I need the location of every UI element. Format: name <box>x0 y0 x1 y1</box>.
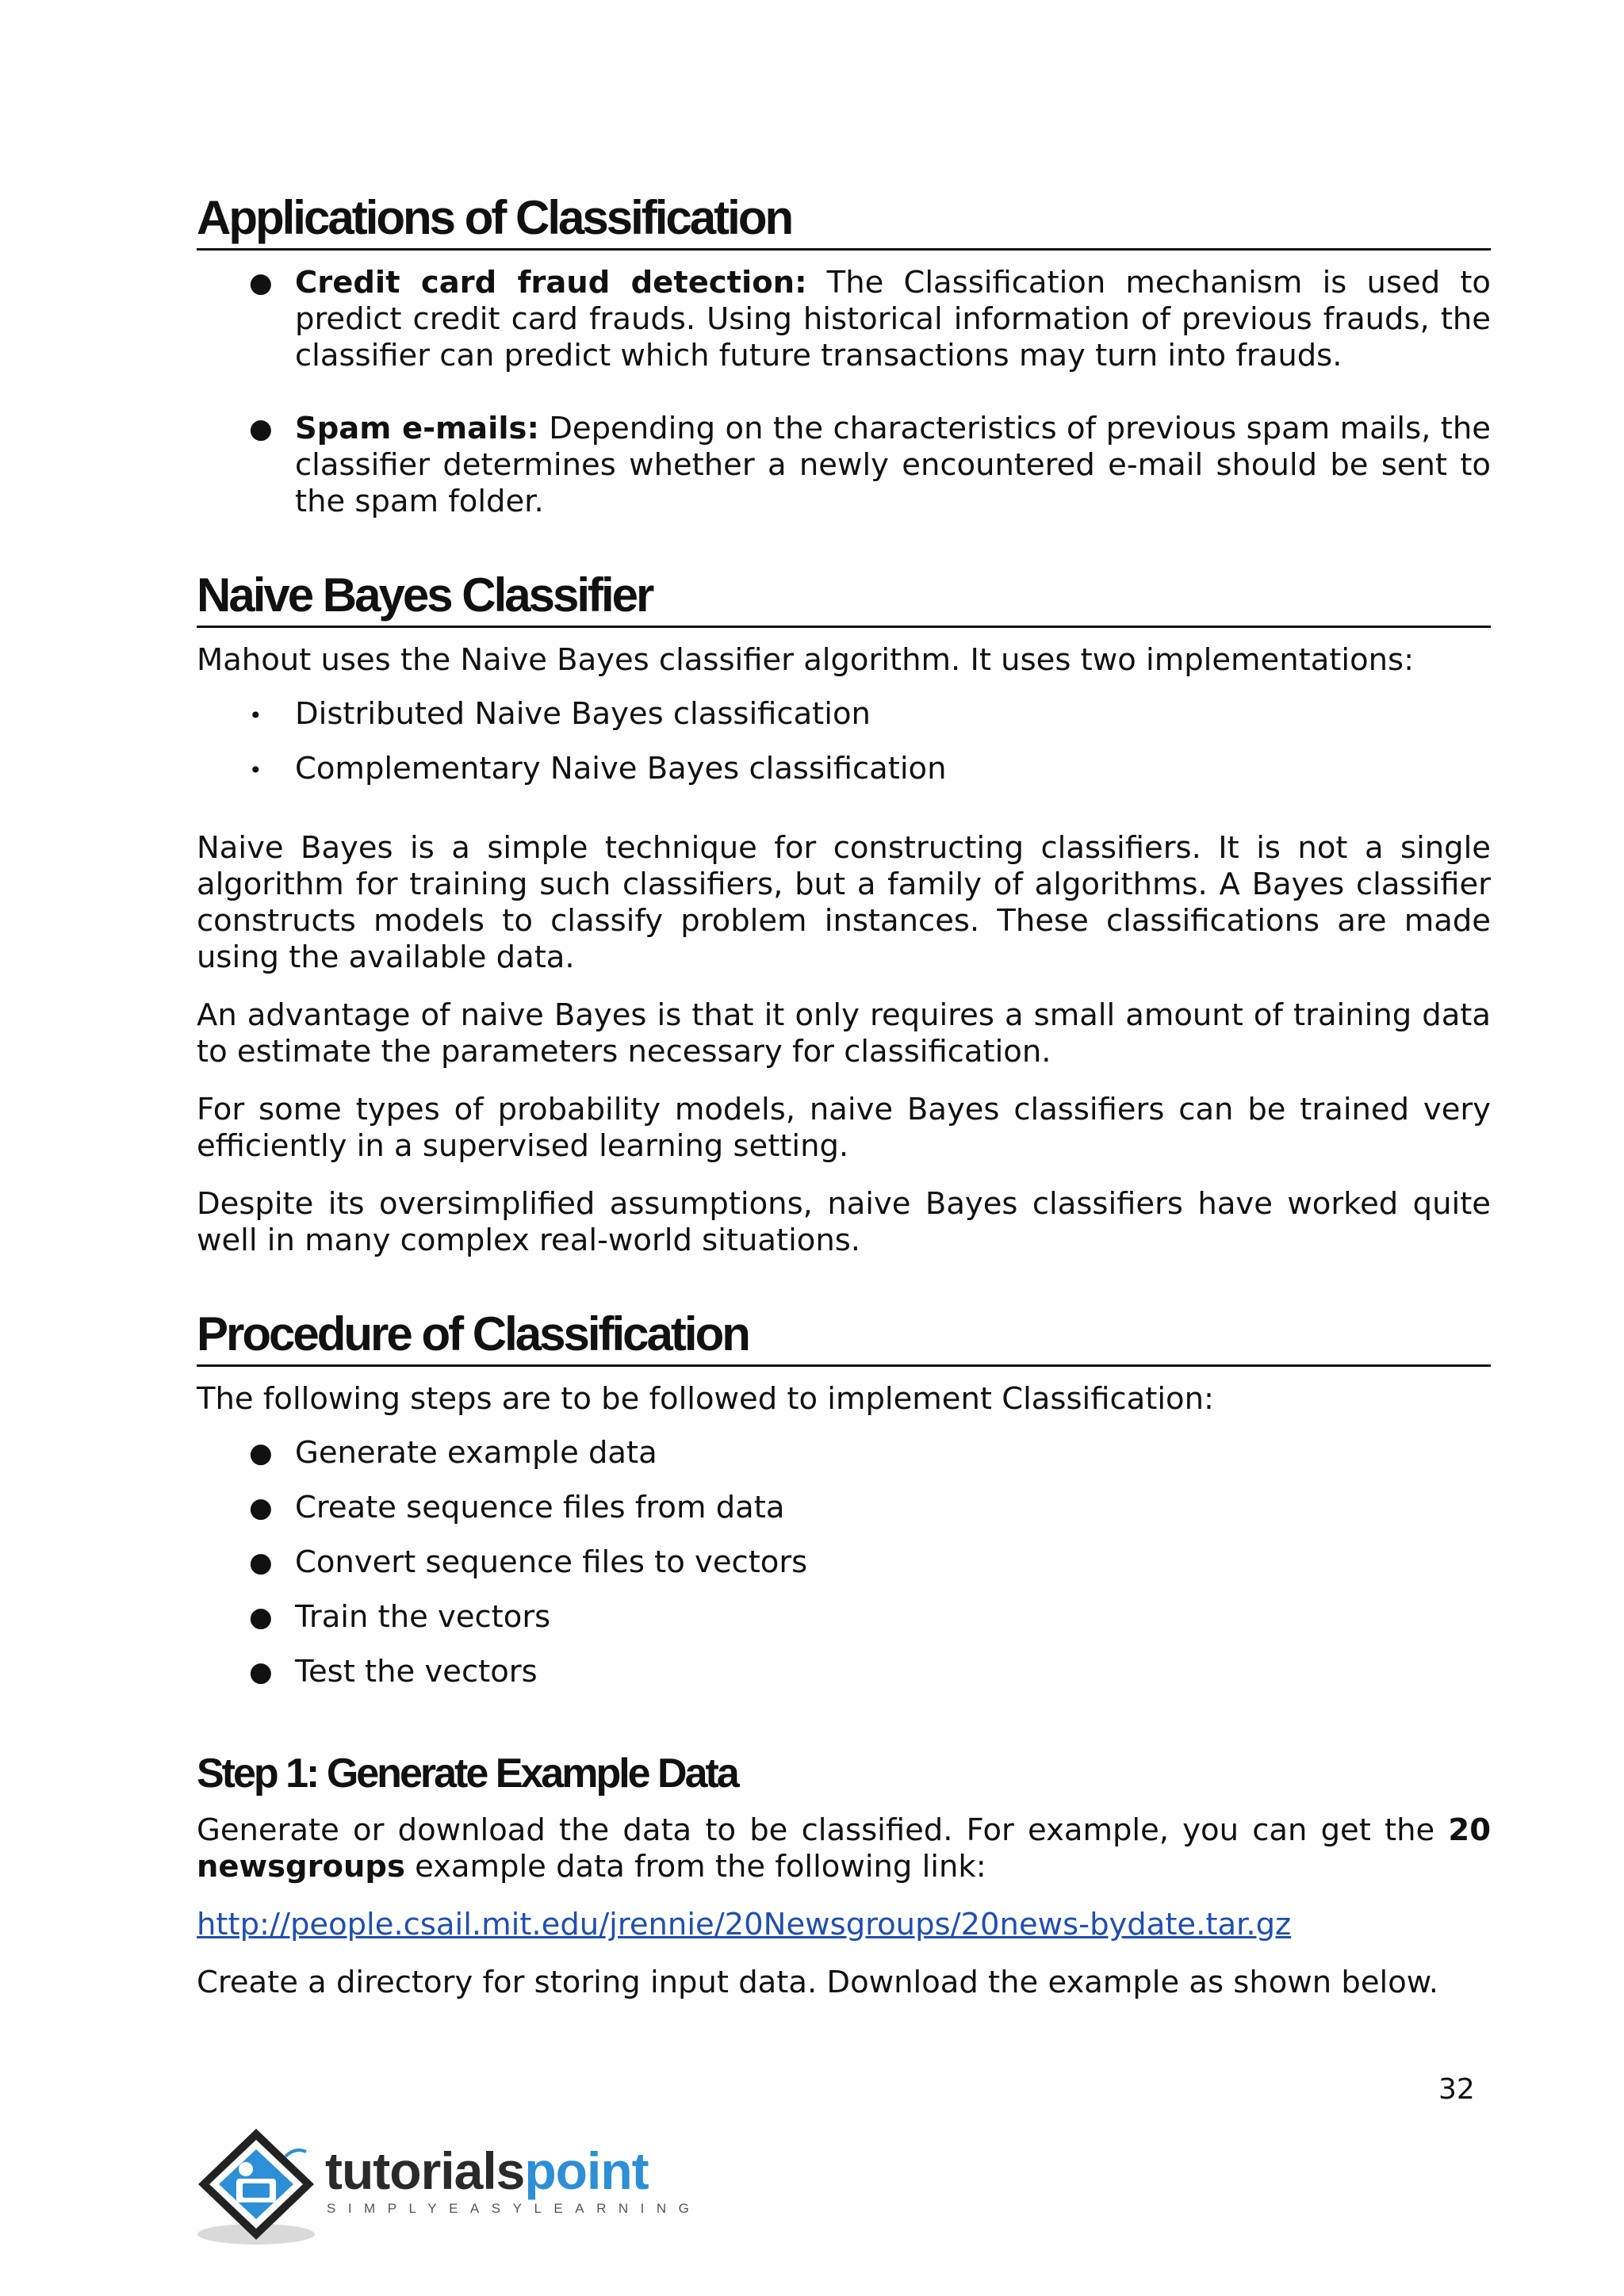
item-text: Generate example data <box>295 1435 657 1471</box>
list-item <box>197 1544 1491 1581</box>
procedure-steps-list <box>197 1435 1491 1690</box>
naive-bayes-paragraph: For some types of probability models, naive Bayes classifiers can be trained very efficiently in a supervised learning setting. <box>197 1092 1491 1164</box>
logo-word-point: point <box>524 2141 649 2200</box>
item-text: Depending on the characteristics of previous spam mails, the classifier determines whether a newly encountered e-mail should be sent to the spam folder. <box>295 411 1491 519</box>
download-link[interactable]: http://people.csail.mit.edu/jrennie/20Newsgroups/20news-bydate.tar.gz <box>197 1906 1292 1942</box>
download-link-line <box>197 1907 1491 1943</box>
logo-word-tutorials: tutorials <box>325 2141 525 2200</box>
list-item <box>197 265 1491 374</box>
page-content <box>197 190 1491 2001</box>
logo-wordmark <box>325 2141 649 2200</box>
heading-procedure: Procedure of Classification <box>197 1307 1491 1367</box>
bullet-icon: ● <box>249 1492 273 1524</box>
applications-list <box>197 265 1491 520</box>
list-item <box>197 1599 1491 1636</box>
bullet-icon: • <box>249 702 262 729</box>
item-text: Convert sequence files to vectors <box>295 1544 808 1580</box>
list-item <box>197 1435 1491 1471</box>
list-item <box>197 696 1491 733</box>
logo-tagline: SIMPLYEASYLEARNING <box>327 2201 702 2216</box>
item-term: Spam e-mails: <box>295 411 539 446</box>
bullet-icon: ● <box>249 1656 273 1688</box>
bullet-icon: ● <box>249 1437 273 1469</box>
item-text: Train the vectors <box>295 1599 551 1635</box>
bullet-icon: ● <box>249 267 273 299</box>
bullet-icon: ● <box>249 1547 273 1578</box>
list-item <box>197 751 1491 787</box>
naive-bayes-paragraph: Despite its oversimplified assumptions, naive Bayes classifiers have worked quite well in many complex real-world situations. <box>197 1186 1491 1258</box>
step-1-closing: Create a directory for storing input data. Download the example as shown below. <box>197 1964 1438 2000</box>
list-item <box>197 1490 1491 1526</box>
list-item <box>197 1654 1491 1690</box>
implementations-list <box>197 696 1491 787</box>
list-item <box>197 411 1491 520</box>
page-number: 32 <box>1438 2073 1475 2106</box>
item-text: Create sequence files from data <box>295 1490 785 1525</box>
step-1-text: Generate or download the data to be classified. For example, you can get the <box>197 1812 1449 1848</box>
item-text: Test the vectors <box>295 1654 538 1689</box>
step-1-text-end: example data from the following link: <box>404 1848 986 1885</box>
item-text: The Classification mechanism is used to predict credit card frauds. Using historical information of previous frauds, the classifier can predict which future transactions may turn into frauds. <box>295 265 1491 373</box>
step-1-bold-text: 20 newsgroups <box>197 1812 1491 1885</box>
item-text: Complementary Naive Bayes classification <box>295 751 947 786</box>
naive-bayes-paragraph: An advantage of naive Bayes is that it only requires a small amount of training data to estimate the parameters necessary for classification. <box>197 997 1491 1070</box>
heading-step-1: Step 1: Generate Example Data <box>197 1751 737 1797</box>
heading-naive-bayes: Naive Bayes Classifier <box>197 568 1491 628</box>
bullet-icon: • <box>249 757 262 783</box>
step-1-paragraph <box>197 1812 1491 1885</box>
naive-bayes-paragraph: Naive Bayes is a simple technique for constructing classifiers. It is not a single algorithm for training such classifiers, but a family of algorithms. A Bayes classifier constructs models to classify problem instances. These classifications are made using the available data. <box>197 830 1491 975</box>
bullet-icon: ● <box>249 1601 273 1633</box>
procedure-intro: The following steps are to be followed to implement Classification: <box>197 1381 1214 1417</box>
bullet-icon: ● <box>249 413 273 445</box>
naive-bayes-intro: Mahout uses the Naive Bayes classifier algorithm. It uses two implementations: <box>197 642 1415 678</box>
item-text: Distributed Naive Bayes classification <box>295 696 871 732</box>
heading-applications: Applications of Classification <box>197 190 1491 251</box>
item-term: Credit card fraud detection: <box>295 265 807 300</box>
